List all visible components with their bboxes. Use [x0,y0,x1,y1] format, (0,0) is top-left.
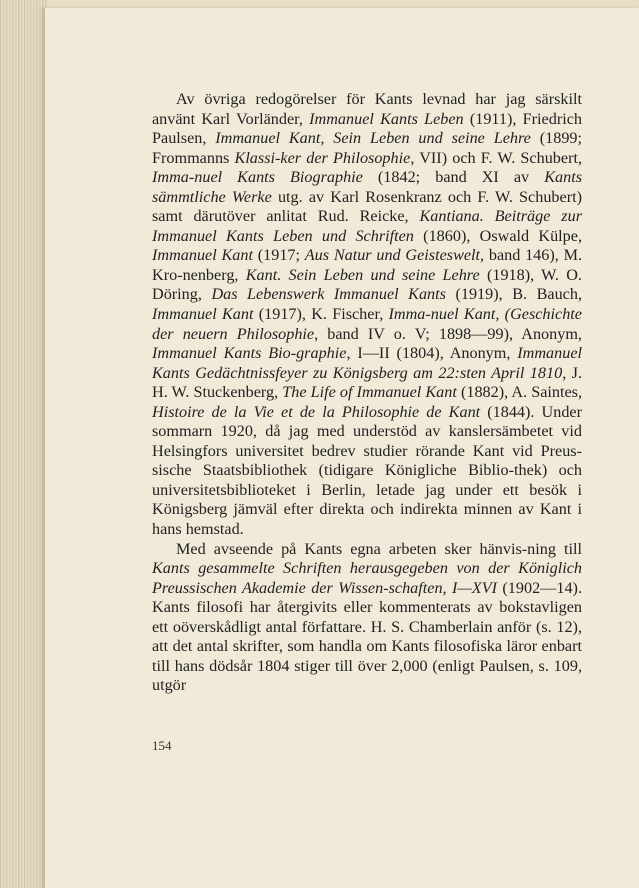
body-text [152,90,582,696]
paragraph-1: Av övriga redogörelser för Kants levnad har jag särskilt använt Karl Vorländer, Immanuel Kants Leben (1911), Friedrich Paulsen, Immanuel Kant, Sein Leben und seine Lehre (1899; Frommanns Klassi-ker der Philosophie, VII) och F. W. Schubert, Imma-nuel Kants Biographie (1842; band XI av Kants sämmtliche Werke utg. av Karl Rosenkranz och F. W. Schubert) samt därutöver anlitat Rud. Reicke, Kantiana. Beiträge zur Immanuel Kants Leben und Schriften (1860), Oswald Külpe, Immanuel Kant (1917; Aus Natur und Geisteswelt, band 146), M. Kro-nenberg, Kant. Sein Leben und seine Lehre (1918), W. O. Döring, Das Lebenswerk Immanuel Kants (1919), B. Bauch, Immanuel Kant (1917), K. Fischer, Imma-nuel Kant, (Geschichte der neuern Philosophie, band IV o. V; 1898—99), Anonym, Immanuel Kants Bio-graphie, I—II (1804), Anonym, Immanuel Kants Gedächtnissfeyer zu Königsberg am 22:sten April 1810, J. H. W. Stuckenberg, The Life of Immanuel Kant (1882), A. Saintes, Histoire de la Vie et de la Philosophie de Kant (1844). Under sommarn 1920, då jag med understöd av kanslersämbetet vid Helsingfors universitet bedrev studier rörande Kant vid Preus-sische Staatsbibliothek (tidigare Königliche Biblio-thek) och universitetsbiblioteket i Berlin, letade jag under ett besök i Königsberg jämväl efter direkta och indirekta minnen av Kant i hans hemstad. [152,90,583,539]
page-number: 154 [152,738,172,753]
paragraph-2: Med avseende på Kants egna arbeten sker hänvis-ning till Kants gesammelte Schriften herausgegeben von der Königlich Preussischen Akademie der Wissen-schaften, I—XVI (1902—14). Kants filosofi har återgivits eller kommenterats av bokstavligen ett oöverskådligt antal författare. H. S. Chamberlain anför (s. 12), att det antal skrifter, som handla om Kants filosofiska läror enbart till hans dödsår 1804 stiger till över 2,000 (enligt Paulsen, s. 109, utgör [152,539,582,695]
page-edges [0,0,48,888]
